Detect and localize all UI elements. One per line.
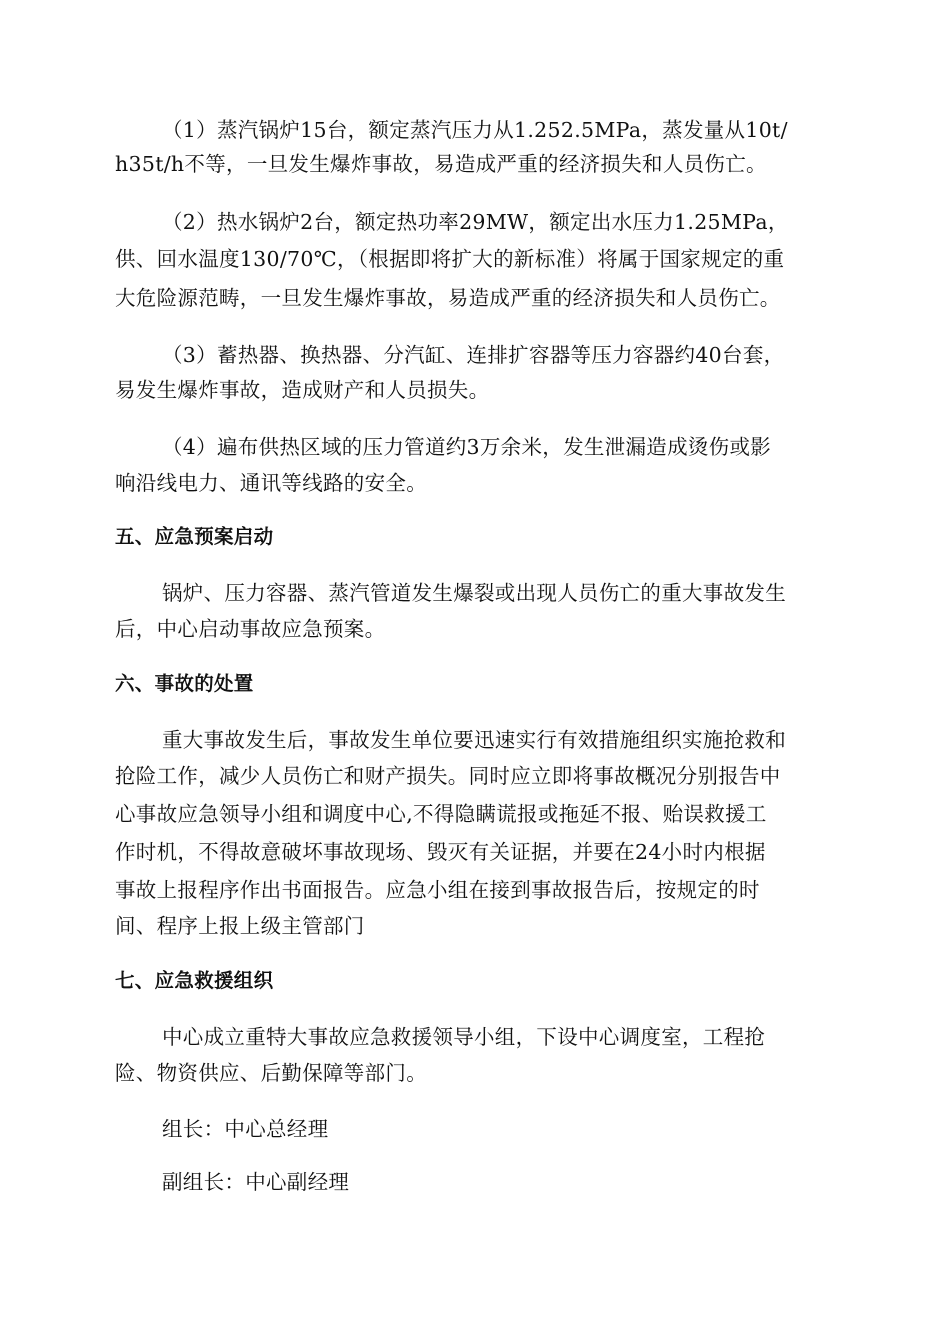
paragraph-plan-activation-line-2: 后，中心启动事故应急预案。 (115, 617, 386, 641)
paragraph-pressure-vessels-line-1: （3）蓄热器、换热器、分汽缸、连排扩容器等压力容器约40台套， (162, 343, 785, 367)
paragraph-handling-line-1: 重大事故发生后，事故发生单位要迅速实行有效措施组织实施抢救和 (162, 728, 786, 752)
deputy-leader-line: 副组长：中心副经理 (162, 1170, 350, 1194)
section-heading-5: 五、应急预案启动 (115, 525, 274, 548)
paragraph-plan-activation-line-1: 锅炉、压力容器、蒸汽管道发生爆裂或出现人员伤亡的重大事故发生 (162, 581, 786, 605)
paragraph-handling-line-3: 心事故应急领导小组和调度中心,不得隐瞒谎报或拖延不报、贻误救援工 (115, 802, 767, 826)
paragraph-handling-line-6: 间、程序上报上级主管部门 (115, 914, 365, 938)
paragraph-steam-boilers-line-1: （1）蒸汽锅炉15台，额定蒸汽压力从1.252.5MPa，蒸发量从10t/ (162, 118, 788, 142)
paragraph-hot-water-boilers-line-1: （2）热水锅炉2台，额定热功率29MW，额定出水压力1.25MPa， (162, 210, 789, 234)
paragraph-organization-line-2: 险、物资供应、后勤保障等部门。 (115, 1061, 427, 1085)
paragraph-handling-line-2: 抢险工作，减少人员伤亡和财产损失。同时应立即将事故概况分别报告中 (115, 764, 781, 788)
paragraph-handling-line-5: 事故上报程序作出书面报告。应急小组在接到事故报告后，按规定的时 (115, 878, 760, 902)
paragraph-pipelines-line-2: 响沿线电力、通讯等线路的安全。 (115, 471, 427, 495)
paragraph-hot-water-boilers-line-2: 供、回水温度130/70℃，（根据即将扩大的新标准）将属于国家规定的重 (115, 247, 785, 271)
team-leader-line: 组长：中心总经理 (162, 1117, 329, 1141)
paragraph-steam-boilers-line-2: h35t/h不等，一旦发生爆炸事故，易造成严重的经济损失和人员伤亡。 (115, 152, 767, 176)
paragraph-handling-line-4: 作时机，不得故意破坏事故现场、毁灭有关证据，并要在24小时内根据 (115, 840, 766, 864)
section-heading-6: 六、事故的处置 (115, 672, 254, 695)
paragraph-hot-water-boilers-line-3: 大危险源范畴，一旦发生爆炸事故，易造成严重的经济损失和人员伤亡。 (115, 286, 781, 310)
paragraph-organization-line-1: 中心成立重特大事故应急救援领导小组，下设中心调度室，工程抢 (162, 1025, 766, 1049)
section-heading-7: 七、应急救援组织 (115, 969, 274, 992)
paragraph-pipelines-line-1: （4）遍布供热区域的压力管道约3万余米，发生泄漏造成烫伤或影 (162, 435, 772, 459)
paragraph-pressure-vessels-line-2: 易发生爆炸事故，造成财产和人员损失。 (115, 378, 490, 402)
